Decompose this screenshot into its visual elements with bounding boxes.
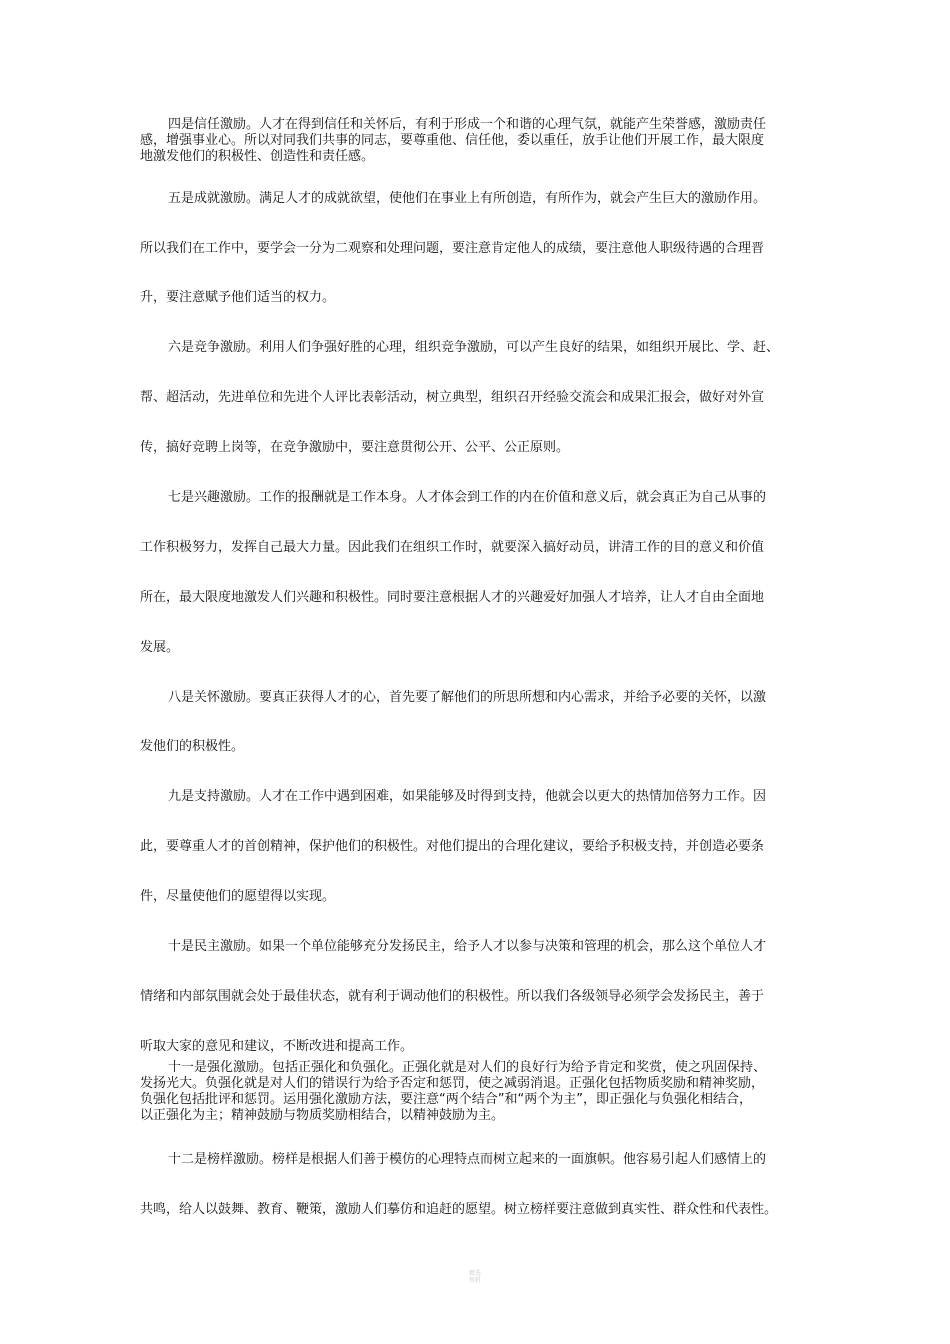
watermark-line-1: 精选 bbox=[468, 1270, 481, 1277]
paragraph-4-line-3: 地激发他们的积极性、创造性和责任感。 bbox=[140, 149, 375, 164]
paragraph-10-line-3: 听取大家的意见和建议，不断改进和提高工作。 bbox=[140, 1039, 414, 1054]
paragraph-8-line-2: 发他们的积极性。 bbox=[140, 739, 245, 754]
paragraph-12-line-2: 共鸣，给人以鼓舞、教育、鞭策，激励人们摹仿和追赶的愿望。树立榜样要注意做到真实性、群众性和代表性。 bbox=[140, 1202, 778, 1217]
paragraph-6-line-1: 六是竞争激励。利用人们争强好胜的心理，组织竞争激励，可以产生良好的结果，如组织开展比、学、赶、 bbox=[168, 340, 780, 355]
paragraph-11-line-1: 十一是强化激励。包括正强化和负强化。正强化就是对人们的良好行为给予肯定和奖赏，使之巩固保持、 bbox=[168, 1060, 767, 1075]
paragraph-4-line-1: 四是信任激励。人才在得到信任和关怀后，有利于形成一个和谐的心理气氛，就能产生荣誉感，激励责任 bbox=[168, 117, 767, 132]
paragraph-12-line-1: 十二是榜样激励。榜样是根据人们善于模仿的心理特点而树立起来的一面旗帜。他容易引起人们感情上的 bbox=[168, 1152, 767, 1167]
paragraph-5-line-1: 五是成就激励。满足人才的成就欲望，使他们在事业上有所创造，有所作为，就会产生巨大的激励作用。 bbox=[168, 191, 767, 206]
paragraph-7-line-4: 发展。 bbox=[140, 640, 180, 655]
paragraph-5-line-2: 所以我们在工作中，要学会一分为二观察和处理问题，要注意肯定他人的成绩，要注意他人职级待遇的合理晋 bbox=[140, 241, 765, 256]
paragraph-4-line-2: 感，增强事业心。所以对同我们共事的同志，要尊重他、信任他，委以重任，放手让他们开展工作，最大限度 bbox=[140, 133, 765, 148]
paragraph-9-line-1: 九是支持激励。人才在工作中遇到困难，如果能够及时得到支持，他就会以更大的热情加倍努力工作。因 bbox=[168, 789, 767, 804]
paragraph-6-line-2: 帮、超活动，先进单位和先进个人评比表彰活动，树立典型，组织召开经验交流会和成果汇报会，做好对外宣 bbox=[140, 390, 765, 405]
paragraph-9-line-2: 此，要尊重人才的首创精神，保护他们的积极性。对他们提出的合理化建议，要给予积极支持，并创造必要条 bbox=[140, 839, 765, 854]
paragraph-7-line-2: 工作积极努力，发挥自己最大力量。因此我们在组织工作时，就要深入搞好动员，讲清工作的目的意义和价值 bbox=[140, 540, 765, 555]
paragraph-5-line-3: 升，要注意赋予他们适当的权力。 bbox=[140, 290, 336, 305]
paragraph-9-line-3: 件，尽量使他们的愿望得以实现。 bbox=[140, 889, 336, 904]
paragraph-10-line-1: 十是民主激励。如果一个单位能够充分发扬民主，给予人才以参与决策和管理的机会，那么这个单位人才 bbox=[168, 939, 767, 954]
watermark-line-2: 资料 bbox=[468, 1277, 481, 1284]
paragraph-11-line-2: 发扬光大。负强化就是对人们的错误行为给予否定和惩罚，使之减弱消退。正强化包括物质奖励和精神奖励， bbox=[140, 1076, 765, 1091]
paragraph-7-line-1: 七是兴趣激励。工作的报酬就是工作本身。人才体会到工作的内在价值和意义后，就会真正为自己从事的 bbox=[168, 490, 767, 505]
paragraph-11-line-4: 以正强化为主；精神鼓励与物质奖励相结合，以精神鼓励为主。 bbox=[140, 1108, 505, 1123]
paragraph-8-line-1: 八是关怀激励。要真正获得人才的心，首先要了解他们的所思所想和内心需求，并给予必要的关怀，以激 bbox=[168, 690, 767, 705]
paragraph-11-line-3: 负强化包括批评和惩罚。运用强化激励方法，要注意“两个结合”和“两个为主”，即正强化与负强化相结合， bbox=[140, 1092, 752, 1107]
paragraph-10-line-2: 情绪和内部氛围就会处于最佳状态，就有利于调动他们的积极性。所以我们各级领导必须学会发扬民主，善于 bbox=[140, 989, 765, 1004]
paragraph-6-line-3: 传，搞好竞聘上岗等，在竞争激励中，要注意贯彻公开、公平、公正原则。 bbox=[140, 440, 570, 455]
paragraph-7-line-3: 所在，最大限度地激发人们兴趣和积极性。同时要注意根据人才的兴趣爱好加强人才培养，让人才自由全面地 bbox=[140, 590, 765, 605]
page-watermark bbox=[460, 1270, 490, 1284]
